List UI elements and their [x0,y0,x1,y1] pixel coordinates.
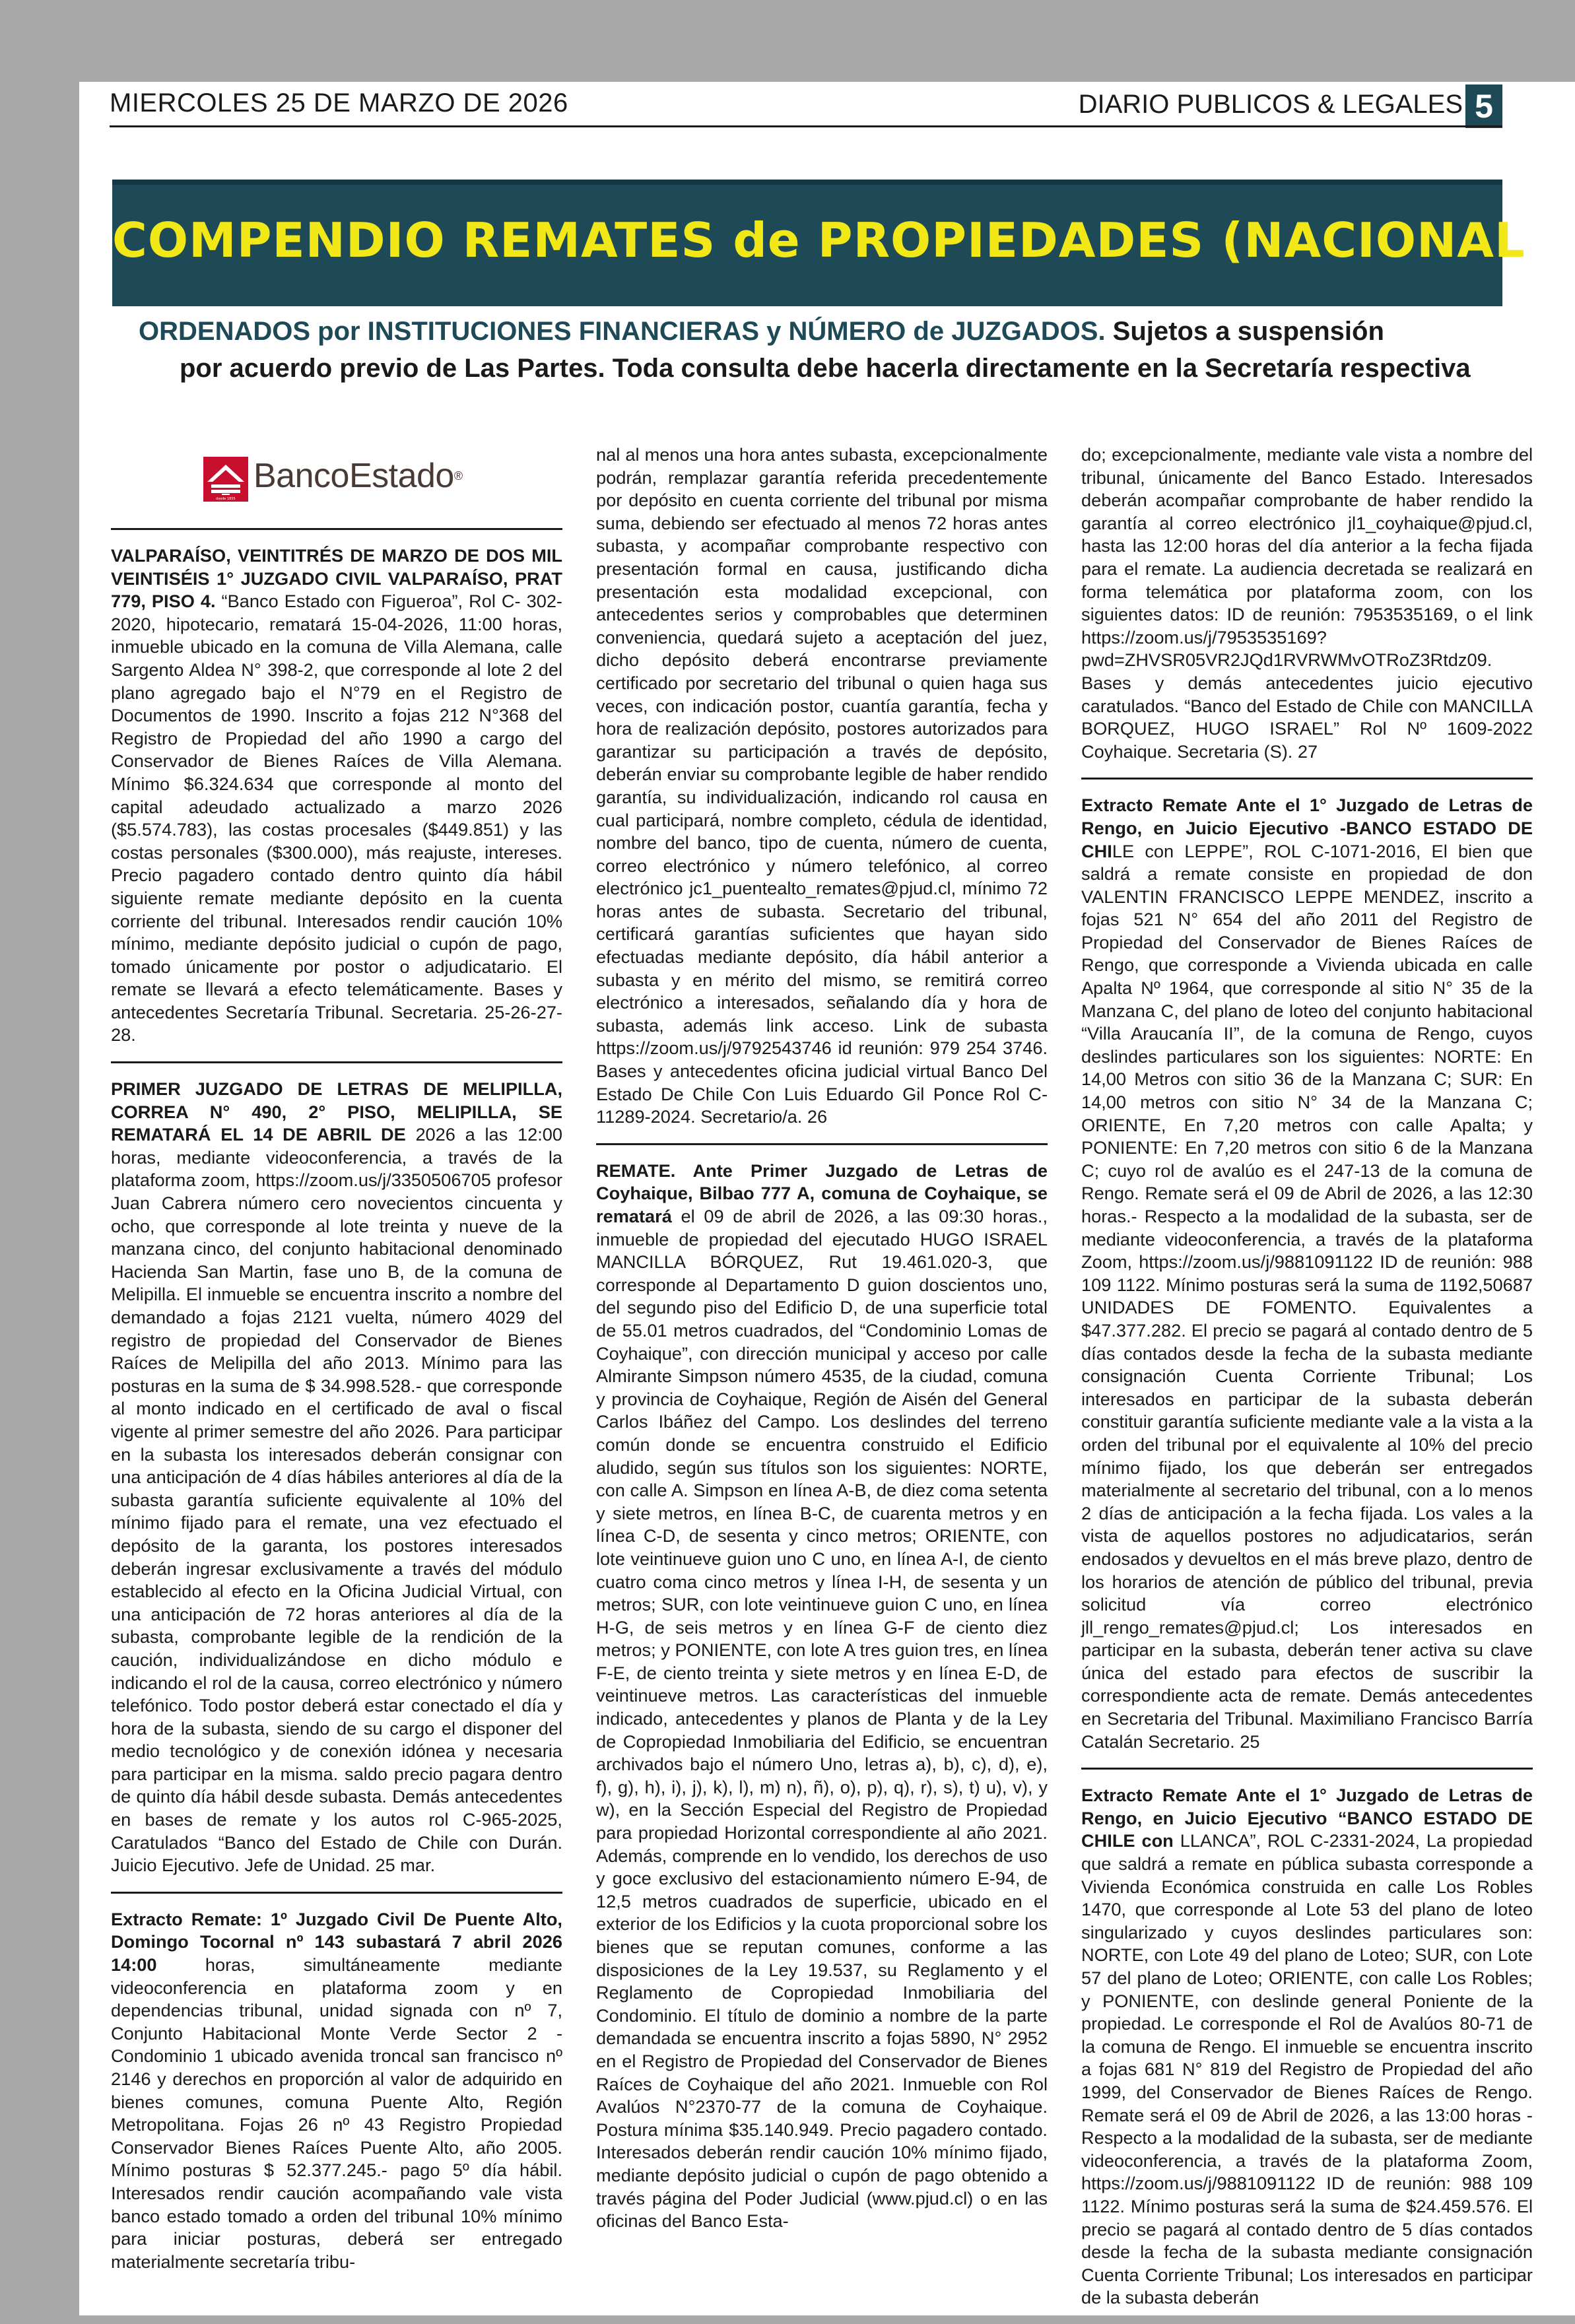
newspaper-page [79,0,1575,2315]
notice-puente-alto [111,1908,562,2274]
column-divider [111,1892,562,1894]
section-banner [112,180,1525,306]
notice-rengo-leppe [1081,794,1533,1753]
notice-body: LLANCA”, ROL C-2331-2024, La propiedad que saldrá a remate en pública subasta corresponde a Vivienda Económica construida en calle Los Robles 1470, que corresponde al Lote 53 del plano de loteo singularizado y cuyos deslindes particulares son: NORTE, con Lote 49 del plano de Loteo; SUR, con Lote 57 del plano de Loteo; ORIENTE, con calle Los Robles; y PONIENTE, con deslinde general Poniente de la propiedad. Le corresponde el Rol de Avalúos 80-71 de la comuna de Rengo. El inmueble se encuentra inscrito a fojas 681 N° 819 del Registro de Propiedad del año 1999, del Conservador de Bienes Raíces de Rengo. Remate será el 09 de Abril de 2026, a las 13:00 horas - Respecto a la modalidad de la subasta, ser de mediante videoconferencia, a través de la plataforma Zoom, https://zoom.us/j/9881091122 ID de reunión: 988 109 1122. Mínimo posturas será la suma de $24.459.576. El precio se pagará al contado dentro de 5 días contados desde la fecha de la subasta mediante consignación Cuenta Corriente Tribunal; Los interesados en participar de la subasta deberán [1081,1830,1533,2308]
subtitle-line-1 [139,317,1518,347]
notice-heading: Extracto Remate: 1º Juzgado Civil De Puente Alto, Domingo Tocornal nº 143 subastará 7 abril 2026 14:00 [111,1908,562,1975]
column-3 [1081,444,1533,2324]
notice-heading: Extracto Remate Ante el 1° Juzgado de Letras de Rengo, en Juicio Ejecutivo -BANCO ESTADO DE CHI [1081,795,1533,861]
header-rule [110,125,1502,127]
notice-heading: VALPARAÍSO, VEINTITRÉS DE MARZO DE DOS MIL VEINTISÉIS 1° JUZGADO CIVIL VALPARAÍSO, PRAT 779, PISO 4. [111,545,562,612]
notice-body: do; excepcionalmente, mediante vale vista a nombre del tribunal, únicamente del Banco Estado. Interesados deberán acompañar comprobante de haber rendido la garantía al correo electrónico jl1_coyhaique@pjud.cl, hasta las 12:00 horas del día anterior a la fecha fijada para el remate. La audiencia decretada se realizará en forma telemática por plataforma zoom, con los siguientes datos: ID de reunión: 7953535169, o el link https://zoom.us/j/7953535169?pwd=ZHVSR05VR2JQd1RVRWMvOTRoZ3Rtdz09. Bases y demás antecedentes juicio ejecutivo caratulados. “Banco del Estado de Chile con MANCILLA BORQUEZ, HUGO ISRAEL” Rol Nº 1609-2022 Coyhaique. Secretaria (S). 27 [1081,444,1533,762]
subtitle-line-2: por acuerdo previo de Las Partes. Toda consulta debe hacerla directamente en la Secretaría respectiva [180,354,1471,383]
logo-registered-mark: ® [453,469,463,482]
notice-body: “Banco Estado con Figueroa”, Rol C- 302-2020, hipotecario, rematará 15-04-2026, 11:00 horas, inmueble ubicado en la comuna de Villa Alemana, calle Sargento Aldea N° 398-2, que corresponde al lote 2 del plano agregado bajo el N°79 en el Registro de Documentos de 1990. Inscrito a fojas 212 N°368 del Registro de Propiedad del año 1990 a cargo del Conservador de Bienes Raíces de Villa Alemana. Mínimo $6.324.634 que corresponde al monto del capital adeudado actualizado a marzo 2026 ($5.574.783), las costas procesales ($449.851) y las costas personales ($300.000), más reajuste, intereses. Precio pagadero contado dentro quinto día hábil siguiente remate mediante depósito en la cuenta corriente del tribunal. Interesados rendir caución 10% mínimo, mediante depósito judicial o cupón de pago, tomado únicamente por postor o adjudicatario. El remate se llevará a efecto telemáticamente. Bases y antecedentes Secretaría Tribunal. Secretaria. 25-26-27-28. [111,591,562,1046]
notice-rengo-llanca [1081,1784,1533,2309]
notice-heading: Extracto Remate Ante el 1° Juzgado de Letras de Rengo, en Juicio Ejecutivo “BANCO ESTADO DE CHILE con [1081,1785,1533,1851]
page-number-badge: 5 [1465,84,1502,128]
notice-body: horas, simultáneamente mediante videoconferencia en plataforma zoom y en dependencias tribunal, unidad signada con nº 7, Conjunto Habitacional Monte Verde Sector 2 - Condominio 1 ubicado avenida troncal san francisco nº 2146 y derechos en proporción al valor de adquirido en bienes comunes, comuna Puente Alto, Región Metropolitana. Fojas 26 nº 43 Registro Propiedad Conservador Bienes Raíces Puente Alto, año 2005. Mínimo posturas $ 52.377.245.- pago 5º día hábil. Interesados rendir caución acompañando vale vista banco estado tomado a orden del tribunal 10% mínimo para iniciar posturas, deberá ser entregado materialmente secretaría tribu- [111,1954,562,2272]
notice-heading: REMATE. Ante Primer Juzgado de Letras de Coyhaique, Bilbao 777 A, comuna de Coyhaique, se rematará [596,1160,1048,1226]
bancoestado-logo-icon [202,455,250,503]
notice-body: LE con LEPPE”, ROL C-1071-2016, El bien que saldrá a remate consiste en propiedad de don VALENTIN FRANCISCO LEPPE MENDEZ, inscrito a fojas 521 N° 654 del año 2011 del Registro de Propiedad del Conservador de Bienes Raíces de Rengo, que corresponde a Vivienda ubicada en calle Apalta Nº 1964, que corresponde al sitio N° 35 de la Manzana C, del plano de loteo del conjunto habitacional “Villa Araucanía II”, de la comuna de Rengo, cuyos deslindes particulares son los siguientes: NORTE: En 14,00 Metros con sitio 36 de la Manzana C; SUR: En 14,00 metros con sitio N° 34 de la Manzana C; ORIENTE, En 7,20 metros con calle Apalta; y PONIENTE: En 7,20 metros con sitio 6 de la Manzana C; cuyo rol de avalúo es el 247-13 de la comuna de Rengo. Remate será el 09 de Abril de 2026, a las 12:30 horas.- Respecto a la modalidad de la subasta, ser de mediante videoconferencia, a través de la plataforma Zoom, https://zoom.us/j/9881091122 ID de reunión: 988 109 1122. Mínimo posturas será la suma de 1192,50687 UNIDADES DE FOMENTO. Equivalentes a $47.377.282. El precio se pagará al contado dentro de 5 días contados desde la fecha de la subasta mediante consignación Cuenta Corriente Tribunal; Los interesados en participar de la subasta deberán constituir garantía suficiente mediante vale a la vista a la orden del tribunal por el equivalente al 10% del precio mínimo fijado, los que deberán ser entregados materialmente al secretario del tribunal, con a lo menos 2 días de anticipación a la fecha fijada. Los vales a la vista de aquellos postores no adjudicatarios, serán endosados y devueltos en el más breve plazo, dentro de los horarios de atención de público del tribunal, previa solicitud vía correo electrónico jll_rengo_remates@pjud.cl; Los interesados en participar en la subasta, deberán tener activa su clave única del estado para efectos de suscribir la correspondiente acta de remate. Demás antecedentes en Secretaria del Tribunal. Maximiliano Francisco Barría Catalán Secretario. 25 [1081,840,1533,1752]
column-2 [596,444,1048,2247]
bancoestado-logo [111,444,562,516]
notice-valparaiso [111,545,562,1047]
logo-name: BancoEstado [253,457,454,495]
notice-puente-alto-continued [596,444,1048,1129]
column-1 [111,444,562,2288]
top-margin [79,0,1575,82]
header-date: MIERCOLES 25 DE MARZO DE 2026 [110,88,568,117]
notice-coyhaique [596,1160,1048,2233]
subtitle-lead-rest: Sujetos a suspensión [1105,317,1384,346]
notice-body: el 09 de abril de 2026, a las 09:30 horas., inmueble de propiedad del ejecutado HUGO ISRAEL MANCILLA BÓRQUEZ, Rut 19.461.020-3, que corresponde al Departamento D guion doscientos uno, del segundo piso del Edificio D, de una superficie total de 55.01 metros cuadrados, del “Condominio Lomas de Coyhaique”, con dirección municipal y acceso por calle Almirante Simpson número 4535, de la ciudad, comuna y provincia de Coyhaique, Región de Aisén del General Carlos Ibáñez del Campo. Los deslindes del terreno común donde se encuentra construido el Edificio aludido, según sus títulos son los siguientes: NORTE, con calle A. Simpson en línea A-B, de diez coma setenta y siete metros, en línea B-C, de cuarenta metros y en línea C-D, de sesenta y cinco metros; ORIENTE, con lote veintinueve guion uno C uno, en línea A-I, de ciento cuatro coma cinco metros y línea I-H, de sesenta y un metros; SUR, con lote veintinueve guion C uno, en línea H-G, de seis metros y en línea G-F de ciento diez metros; y PONIENTE, con lote A tres guion tres, en línea F-E, de ciento treinta y siete metros y en línea E-D, de veintinueve metros. Las características del inmueble indicado, antecedentes y planos de Planta y de la Ley de Copropiedad Inmobiliaria del Edificio, se encuentran archivados bajo el número Uno, letras a), b), c), d), e), f), g), h), i), j), k), l), m) n), ñ), o), p), q), r), s), t) u), v), y w), en la Sección Especial del Registro de Propiedad para propiedad Horizontal correspondiente al año 2021. Además, comprende en lo vendido, los derechos de uso y goce exclusivo del estacionamiento número E-94, de 12,5 metros cuadrados de superficie, ubicado en el exterior de los Edificios y la cuota proporcional sobre los bienes que se reputan comunes, conforme a las disposiciones de la Ley 19.537, su Reglamento y el Reglamento de Copropiedad Inmobiliaria del Condominio. El título de dominio a nombre de la parte demandada se encuentra inscrito a fojas 5890, N° 2952 en el Registro de Propiedad del Conservador de Bienes Raíces de Coyhaique del año 2021. Inmueble con Rol Avalúos N°2370-77 de la comuna de Coyhaique. Postura mínima $35.140.949. Precio pagadero contado. Interesados deberán rendir caución 10% mínimo fijado, mediante depósito judicial o cupón de pago obtenido a través página del Poder Judicial (www.pjud.cl) o en las oficinas del Banco Esta- [596,1206,1048,2232]
svg-text:desde 1855: desde 1855 [216,497,236,501]
notice-body: 2026 a las 12:00 horas, mediante videoconferencia, a través de la plataforma zoom, https://zoom.us/j/3350506705 profesor Juan Cabrera número cero novecientos cincuenta y ocho, que corresponde al lote treinta y nueve de la manzana cinco, del conjunto habitacional denominado Hacienda San Martin, fase uno B, de la comuna de Melipilla. El inmueble se encuentra inscrito a nombre del demandado a fojas 2121 vuelta, número 4029 del registro de propiedad del Conservador de Bienes Raíces de Melipilla del año 2013. Mínimo para las posturas en la suma de $ 34.998.528.- que corresponde al monto indicado en el certificado de aval o fiscal vigente al primer semestre del año 2026. Para participar en la subasta los interesados deberán consignar con una anticipación de 4 días hábiles anteriores al día de la subasta garantía suficiente equivalente al 10% del mínimo fijado para el remate, una vez efectuado el depósito de la garanta, los postores interesados deberán ingresar exclusivamente a través del módulo establecido al efecto en la Oficina Judicial Virtual, con una anticipación de 72 horas anteriores al día de la subasta, comprobante legible de la rendición de la caución, individualizándose en dicho módulo e indicando el rol de la causa, correo electrónico y número telefónico. Todo postor deberá estar conectado el día y hora de la subasta, siendo de su cargo el disponer del medio tecnológico y de conexión idónea y necesaria para participar en la misma. saldo precio pagara dentro de quinto día hábil desde subasta. Demás antecedentes en bases de remate y los autos rol C-965-2025, Caratulados “Banco del Estado de Chile con Durán. Juicio Ejecutivo. Jefe de Unidad. 25 mar. [111,1124,562,1876]
column-divider [1081,1768,1533,1770]
bancoestado-logo-text [253,457,463,495]
column-divider [596,1143,1048,1145]
banner-title: COMPENDIO REMATES de PROPIEDADES (NACIONAL [112,213,1525,268]
header-newspaper-name: DIARIO PUBLICOS & LEGALES [1078,90,1463,119]
notice-melipilla [111,1078,562,1877]
column-divider [111,1061,562,1063]
column-divider [1081,778,1533,780]
subtitle-lead-bold: ORDENADOS por INSTITUCIONES FINANCIERAS y NÚMERO de JUZGADOS. [139,317,1106,346]
notice-coyhaique-continued [1081,444,1533,763]
column-divider [111,528,562,530]
notice-heading: PRIMER JUZGADO DE LETRAS DE MELIPILLA, CORREA N° 490, 2° PISO, MELIPILLA, SE REMATARÁ EL 14 DE ABRIL DE [111,1079,562,1145]
notice-body: nal al menos una hora antes subasta, excepcionalmente podrán, remplazar garantía referida precedentemente por depósito en cuenta corriente del tribunal por misma suma, debiendo ser efectuado al menos 72 horas antes subasta, y acompañar comprobante respectivo con presentación formal en causa, justificando dicha presentación esta modalidad excepcional, con antecedentes serios y comprobables que determinen conveniencia, quedará sujeto a aceptación del juez, dicho depósito deberá encontrarse previamente certificado por secretario del tribunal o quien haga sus veces, con indicación postor, cuantía garantía, fecha y hora de realización depósito, postores autorizados para garantizar su participación a través de depósito, deberán enviar su comprobante legible de haber rendido garantía, su individualización, indicando rol causa en cual participará, nombre completo, cédula de identidad, nombre del banco, tipo de cuenta, número de cuenta, correo electrónico y número telefónico, al correo electrónico jc1_puentealto_remates@pjud.cl, mínimo 72 horas antes de subasta. Secretario del tribunal, certificará garantías suficientes que hayan sido efectuadas mediante depósito, día hábil anterior a subasta y en mérito del mismo, se remitirá correo electrónico a interesados, señalando día y hora de subasta, además link acceso. Link de subasta https://zoom.us/j/9792543746 id reunión: 979 254 3746. Bases y antecedentes oficina judicial virtual Banco Del Estado De Chile Con Luis Eduardo Gil Ponce Rol C-11289-2024. Secretario/a. 26 [596,444,1048,1127]
